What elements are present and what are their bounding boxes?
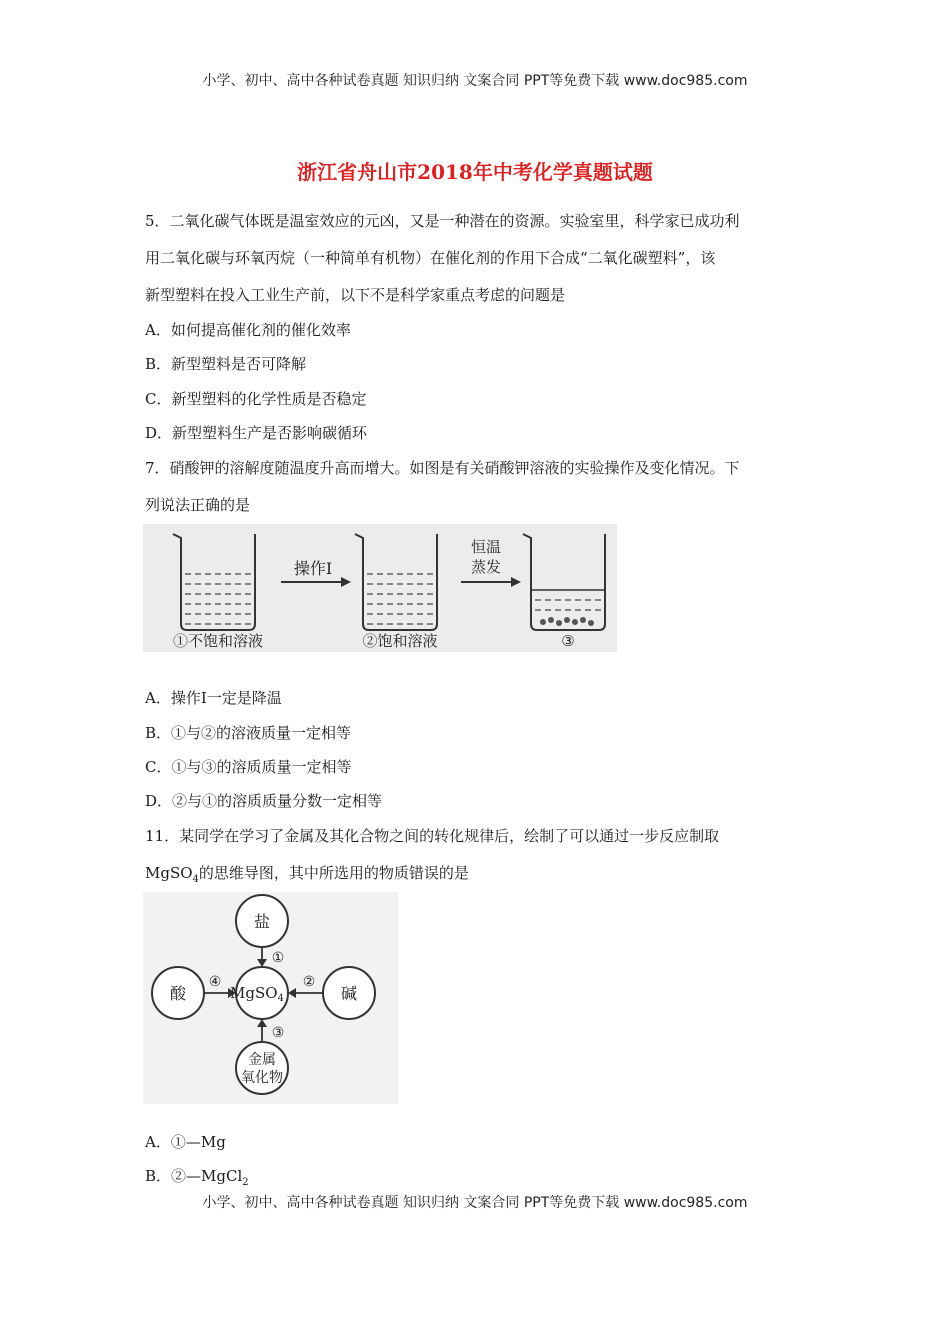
number-3: ③	[271, 1025, 285, 1041]
node-center-label: MgSO$_4$	[230, 984, 284, 1004]
page-header: 小学、初中、高中各种试卷真题 知识归纳 文案合同 PPT等免费下载 www.doc985.com	[202, 73, 748, 89]
q5-option-a: A．如何提高催化剂的催化效率	[145, 321, 351, 339]
beaker-figure	[143, 524, 617, 652]
q7-option-c: C．①与③的溶质质量一定相等	[145, 758, 352, 776]
beaker-2-label: ②饱和溶液	[362, 632, 438, 650]
q7-line-2: 列说法正确的是	[145, 496, 251, 514]
page-footer: 小学、初中、高中各种试卷真题 知识归纳 文案合同 PPT等免费下载 www.doc985.com	[202, 1195, 748, 1211]
q5-option-d: D．新型塑料生产是否影响碳循环	[145, 424, 368, 442]
node-metal-oxide	[236, 1042, 288, 1094]
beaker-3	[523, 534, 605, 630]
page-title: 浙江省舟山市2018年中考化学真题试题	[297, 160, 653, 184]
node-metal-oxide-label-1: 金属	[248, 1052, 276, 1068]
q5-line-1: 5．二氧化碳气体既是温室效应的元凶，又是一种潜在的资源。实验室里，科学家已成功利	[145, 212, 740, 230]
node-salt-label: 盐	[253, 912, 271, 931]
arrow-2-label-2: 蒸发	[470, 558, 502, 576]
crystals-3	[540, 617, 594, 626]
arrow-1-label: 操作Ⅰ	[293, 559, 333, 578]
arrow-2-head	[511, 577, 521, 587]
liquid-3	[535, 600, 601, 610]
liquid-2	[367, 574, 433, 624]
liquid-1	[185, 574, 251, 624]
mind-map-figure	[143, 892, 398, 1104]
beaker-3-label: ③	[561, 632, 575, 650]
arrow-1-head	[341, 577, 351, 587]
q11-option-b-text: B．②—MgCl	[145, 1167, 243, 1185]
arrowhead-1	[257, 959, 267, 967]
number-4: ④	[208, 974, 222, 990]
q7-option-a: A．操作Ⅰ一定是降温	[145, 689, 282, 707]
q11-option-b	[145, 1165, 249, 1188]
q5-option-c: C．新型塑料的化学性质是否稳定	[145, 390, 367, 408]
q11-line-1: 11．某同学在学习了金属及其化合物之间的转化规律后，绘制了可以通过一步反应制取	[145, 827, 720, 845]
beaker-2	[355, 534, 437, 630]
q11-line-2-text: 的思维导图，其中所选用的物质错误的是	[198, 864, 469, 882]
beaker-diagram	[143, 524, 617, 652]
mind-map-diagram	[143, 892, 398, 1104]
q11-option-b-sub: 2	[242, 1177, 249, 1188]
arrowhead-3	[257, 1019, 267, 1027]
arrow-2-label-1: 恒温	[470, 538, 502, 556]
node-acid-label: 酸	[169, 984, 187, 1003]
beaker-1	[173, 534, 255, 630]
beaker-1-label: ①不饱和溶液	[172, 632, 264, 650]
q11-line-2	[145, 862, 469, 885]
q11-option-a: A．①—Mg	[145, 1133, 226, 1151]
node-base-label: 碱	[340, 984, 358, 1003]
node-metal-oxide-label-2: 氧化物	[241, 1070, 283, 1086]
q5-option-b: B．新型塑料是否可降解	[145, 355, 307, 373]
arrowhead-2	[288, 988, 296, 998]
q11-formula-sub: 4	[192, 874, 199, 885]
number-2: ②	[302, 974, 316, 990]
q7-line-1: 7．硝酸钾的溶解度随温度升高而增大。如图是有关硝酸钾溶液的实验操作及变化情况。下	[145, 459, 740, 477]
q11-formula: MgSO	[145, 864, 193, 882]
q5-line-3: 新型塑料在投入工业生产前，以下不是科学家重点考虑的问题是	[145, 286, 566, 304]
q7-option-b: B．①与②的溶液质量一定相等	[145, 724, 352, 742]
number-1: ①	[271, 950, 285, 966]
q5-line-2: 用二氧化碳与环氧丙烷（一种简单有机物）在催化剂的作用下合成“二氧化碳塑料”，该	[145, 249, 716, 267]
q7-option-d: D．②与①的溶质质量分数一定相等	[145, 792, 383, 810]
